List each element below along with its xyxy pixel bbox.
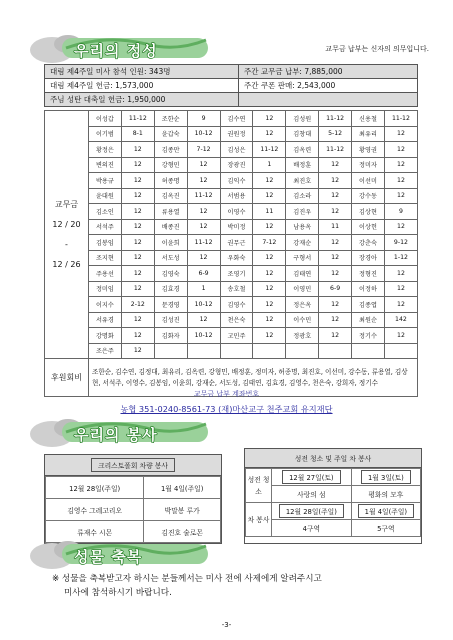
member-name: 김수연 — [220, 111, 253, 127]
offering-row — [45, 157, 418, 173]
member-name: 배정훈 — [286, 157, 319, 173]
notice-line: 미사에 참석하시기 바랍니다. — [64, 588, 172, 598]
member-name: 정미자 — [352, 157, 385, 173]
paid-months: 12 — [253, 219, 286, 235]
member-name: 김봉임 — [89, 235, 122, 251]
member-name: 김태연 — [286, 266, 319, 282]
paid-months — [384, 343, 417, 359]
offering-date-end: 12 / 26 — [52, 259, 81, 269]
paid-months: 12 — [384, 297, 417, 313]
member-name: 강재순 — [286, 235, 319, 251]
member-name: 구형서 — [286, 250, 319, 266]
paid-months: 1 — [187, 281, 220, 297]
paid-months: 12 — [319, 235, 352, 251]
stats-row — [45, 65, 418, 79]
paid-months: 12 — [253, 173, 286, 189]
car-group: 5구역 — [351, 520, 420, 537]
member-name: 김진우 — [286, 204, 319, 220]
offering-row — [45, 188, 418, 204]
offering-row — [45, 266, 418, 282]
member-name: 서석주 — [89, 219, 122, 235]
paid-months: 12 — [121, 250, 154, 266]
weekly-stats-table — [44, 64, 418, 107]
paid-months: 12 — [253, 297, 286, 313]
car-date: 12월 28일(주일) — [272, 503, 352, 520]
member-name: 장경아 — [352, 250, 385, 266]
offering-row — [45, 343, 418, 359]
paid-months: 12 — [121, 281, 154, 297]
paid-months: 12 — [384, 266, 417, 282]
member-name: 남용옥 — [286, 219, 319, 235]
paid-months: 8-1 — [121, 126, 154, 142]
member-name: 김화자 — [154, 328, 187, 344]
member-name: 윤대원 — [89, 188, 122, 204]
stats-cell: 주님 성탄 대축일 헌금: 1,950,000 — [45, 93, 239, 107]
member-name: 배종진 — [154, 219, 187, 235]
member-name: 우화숙 — [220, 250, 253, 266]
offering-row — [45, 142, 418, 158]
paid-months: 12 — [121, 343, 154, 359]
paid-months: 12 — [319, 173, 352, 189]
offering-row — [45, 111, 418, 127]
paid-months: 12 — [121, 173, 154, 189]
cleaning-group: 사랑의 섬 — [272, 486, 352, 503]
vehicle-volunteer: 류재수 시몬 — [46, 521, 144, 543]
vehicle-volunteer: 박말봉 루가 — [144, 499, 221, 521]
member-name: 김옥진 — [154, 188, 187, 204]
member-name: 이성갑 — [89, 111, 122, 127]
paid-months: 12 — [121, 266, 154, 282]
member-name: 류용열 — [154, 204, 187, 220]
paid-months: 11-12 — [253, 142, 286, 158]
paid-months: 12 — [384, 219, 417, 235]
paid-months: 12 — [319, 297, 352, 313]
member-name: 김영숙 — [154, 266, 187, 282]
cleaning-date: 12월 27일(토) — [272, 469, 352, 486]
member-name: 정은옥 — [286, 297, 319, 313]
vehicle-volunteer: 김영수 그레고리오 — [46, 499, 144, 521]
paid-months: 11-12 — [121, 111, 154, 127]
paid-months: 1-12 — [384, 250, 417, 266]
offering-row — [45, 297, 418, 313]
offering-row — [45, 328, 418, 344]
car-group: 4구역 — [272, 520, 352, 537]
member-name: 박용규 — [89, 173, 122, 189]
paid-months: 12 — [187, 157, 220, 173]
offering-label-cell — [45, 111, 89, 359]
paid-months: 11-12 — [319, 111, 352, 127]
member-name: 고민주 — [220, 328, 253, 344]
member-name: 이수민 — [286, 312, 319, 328]
stats-cell: 주간 교무금 납부: 7,885,000 — [238, 65, 417, 79]
paid-months: 12 — [187, 204, 220, 220]
offering-row — [45, 173, 418, 189]
paid-months: 12 — [384, 328, 417, 344]
paid-months: 6-9 — [319, 281, 352, 297]
cleaning-service-table — [245, 468, 421, 537]
member-name: 황영권 — [352, 142, 385, 158]
paid-months: 1 — [253, 157, 286, 173]
header-note: 교무금 납부는 신자의 의무입니다. — [325, 45, 429, 53]
member-name: 김영수 — [220, 297, 253, 313]
section-title-blessing — [28, 540, 218, 570]
support-label: 후원회비 — [45, 359, 89, 397]
member-name: 조지현 — [89, 250, 122, 266]
member-name: 최유리 — [352, 126, 385, 142]
paid-months: 10-12 — [187, 328, 220, 344]
member-name: 김소인 — [89, 204, 122, 220]
member-name: 조은주 — [89, 343, 122, 359]
paid-months: 12 — [253, 328, 286, 344]
paid-months: 12 — [319, 157, 352, 173]
offering-row — [45, 281, 418, 297]
paid-months: 11-12 — [319, 142, 352, 158]
member-name — [220, 343, 253, 359]
member-name: 정미임 — [89, 281, 122, 297]
paid-months: 12 — [384, 173, 417, 189]
paid-months: 12 — [121, 204, 154, 220]
offering-row — [45, 250, 418, 266]
paid-months: 10-12 — [187, 126, 220, 142]
page-number: -3- — [221, 621, 232, 629]
stats-cell — [238, 93, 417, 107]
member-name: 김창대 — [286, 126, 319, 142]
member-name: 황정은 — [89, 142, 122, 158]
paid-months: 11 — [319, 219, 352, 235]
paid-months: 12 — [121, 142, 154, 158]
paid-months: 12 — [187, 312, 220, 328]
paid-months: 7-12 — [187, 142, 220, 158]
paid-months: 12 — [253, 312, 286, 328]
section-title-text: 성물 축복 — [74, 548, 143, 566]
vehicle-date: 12월 28일(주일) — [46, 477, 144, 499]
member-name: 김종만 — [154, 142, 187, 158]
member-name: 변의진 — [89, 157, 122, 173]
member-name — [352, 343, 385, 359]
member-name: 서유경 — [89, 312, 122, 328]
member-name: 송호철 — [220, 281, 253, 297]
member-name: 문경영 — [154, 297, 187, 313]
stats-cell: 대림 제4주일 헌금: 1,573,000 — [45, 79, 239, 93]
member-name: 김소라 — [286, 188, 319, 204]
paid-months: 12 — [253, 250, 286, 266]
member-name: 강형민 — [154, 157, 187, 173]
paid-months: 12 — [187, 219, 220, 235]
paid-months: 2-12 — [121, 297, 154, 313]
stats-row — [45, 79, 418, 93]
paid-months: 9 — [187, 111, 220, 127]
paid-months: 12 — [384, 157, 417, 173]
cleaning-service-box — [244, 448, 422, 544]
member-name: 최진호 — [286, 173, 319, 189]
notice-line: ※ 성물을 축복받고자 하시는 분들께서는 미사 전에 사제에게 알려주시고 — [52, 574, 322, 584]
member-name: 최원순 — [352, 312, 385, 328]
member-name: 이기범 — [89, 126, 122, 142]
cleaning-service-title: 성전 청소 및 주일 차 봉사 — [245, 449, 421, 468]
vehicle-date: 1월 4일(주일) — [144, 477, 221, 499]
member-name — [154, 343, 187, 359]
member-name: 이선미 — [352, 173, 385, 189]
member-name: 이상헌 — [352, 219, 385, 235]
member-name: 김옥련 — [286, 142, 319, 158]
offering-table — [44, 110, 418, 397]
paid-months: 12 — [121, 188, 154, 204]
member-name: 박미정 — [220, 219, 253, 235]
paid-months: 142 — [384, 312, 417, 328]
stats-cell: 주간 쿠폰 판매: 2,543,000 — [238, 79, 417, 93]
member-name: 정광호 — [286, 328, 319, 344]
member-name: 강명화 — [89, 328, 122, 344]
paid-months: 12 — [384, 126, 417, 142]
member-name: 김익수 — [220, 173, 253, 189]
offering-date-dash: - — [65, 239, 68, 249]
cleaning-side-label: 성전 청소 — [246, 469, 272, 503]
paid-months — [187, 343, 220, 359]
paid-months: 12 — [319, 188, 352, 204]
member-name: 윤갑숙 — [154, 126, 187, 142]
member-name — [286, 343, 319, 359]
paid-months: 12 — [319, 250, 352, 266]
support-members: 조한순, 김수연, 김정대, 최유리, 김옥련, 강형민, 배정훈, 정미자, 허종명, 최진호, 이선미, 강수동, 류용열, 김상현, 서석주, 이영수, 김봉임, 이윤희, 강재순, 서도성, 김태연, 김효경, 김영수, 천은숙, 강희자, 정기수 — [89, 359, 418, 397]
offering-date-start: 12 / 20 — [52, 219, 81, 229]
paid-months: 11-12 — [384, 111, 417, 127]
paid-months: 11 — [253, 204, 286, 220]
account-number: 농협 351-0240-8561-73 (재)마산교구 천주교회 유지재단 — [120, 404, 333, 414]
paid-months: 7-12 — [253, 235, 286, 251]
paid-months: 12 — [319, 204, 352, 220]
paid-months: 5-12 — [319, 126, 352, 142]
paid-months: 12 — [319, 328, 352, 344]
member-name: 조영기 — [220, 266, 253, 282]
member-name: 신용철 — [352, 111, 385, 127]
cleaning-group: 평화의 모후 — [351, 486, 420, 503]
paid-months: 12 — [384, 188, 417, 204]
member-name: 김성진 — [154, 312, 187, 328]
paid-months: 12 — [253, 111, 286, 127]
member-name: 허종명 — [154, 173, 187, 189]
car-side-label: 차 봉사 — [246, 503, 272, 537]
paid-months: 12 — [319, 312, 352, 328]
member-name: 김성은 — [220, 142, 253, 158]
paid-months: 11-12 — [187, 188, 220, 204]
paid-months: 12 — [253, 266, 286, 282]
paid-months: 6-9 — [187, 266, 220, 282]
member-name: 김종엽 — [352, 297, 385, 313]
paid-months: 12 — [384, 281, 417, 297]
member-name: 김효경 — [154, 281, 187, 297]
offering-row — [45, 312, 418, 328]
member-name: 정기수 — [352, 328, 385, 344]
paid-months: 12 — [187, 250, 220, 266]
paid-months: 12 — [253, 281, 286, 297]
section-title-text: 우리의 정성 — [74, 42, 158, 60]
vehicle-service-table — [45, 476, 221, 543]
member-name: 이영민 — [286, 281, 319, 297]
account-label: 교무금 납부 계좌번호 — [193, 390, 260, 398]
paid-months: 12 — [253, 188, 286, 204]
member-name: 김성원 — [286, 111, 319, 127]
paid-months: 12 — [121, 235, 154, 251]
member-name: 서범용 — [220, 188, 253, 204]
cleaning-date: 1월 3일(토) — [351, 469, 420, 486]
member-name: 주용선 — [89, 266, 122, 282]
member-name: 천은숙 — [220, 312, 253, 328]
paid-months: 12 — [121, 328, 154, 344]
paid-months: 12 — [253, 126, 286, 142]
paid-months: 12 — [121, 219, 154, 235]
blessing-notice — [52, 572, 322, 600]
member-name: 이정하 — [352, 281, 385, 297]
vehicle-service-title: 크리스토폴회 차량 봉사 — [45, 455, 221, 476]
paid-months: 11-12 — [187, 235, 220, 251]
member-name: 김상현 — [352, 204, 385, 220]
vehicle-service-box — [44, 454, 222, 544]
member-name: 강수동 — [352, 188, 385, 204]
member-name: 장광진 — [220, 157, 253, 173]
member-name: 권원정 — [220, 126, 253, 142]
paid-months: 12 — [187, 173, 220, 189]
stats-cell: 대림 제4주일 미사 참석 인원: 343명 — [45, 65, 239, 79]
section-title-offering — [28, 34, 218, 64]
member-name: 이영수 — [220, 204, 253, 220]
paid-months — [253, 343, 286, 359]
stats-row — [45, 93, 418, 107]
member-name: 강춘숙 — [352, 235, 385, 251]
section-title-text: 우리의 봉사 — [74, 426, 158, 444]
offering-label: 교무금 — [54, 199, 79, 209]
offering-row — [45, 204, 418, 220]
member-name: 권무근 — [220, 235, 253, 251]
offering-row — [45, 126, 418, 142]
member-name: 정형진 — [352, 266, 385, 282]
member-name: 서도성 — [154, 250, 187, 266]
paid-months: 12 — [384, 142, 417, 158]
offering-row — [45, 235, 418, 251]
paid-months: 12 — [121, 157, 154, 173]
vehicle-volunteer: 김진호 술로몬 — [144, 521, 221, 543]
member-name: 이지수 — [89, 297, 122, 313]
paid-months — [319, 343, 352, 359]
offering-row — [45, 219, 418, 235]
paid-months: 9 — [384, 204, 417, 220]
member-name: 조한순 — [154, 111, 187, 127]
paid-months: 9-12 — [384, 235, 417, 251]
section-title-service — [28, 418, 218, 448]
car-date: 1월 4일(주일) — [351, 503, 420, 520]
paid-months: 12 — [121, 312, 154, 328]
paid-months: 10-12 — [187, 297, 220, 313]
paid-months: 12 — [319, 266, 352, 282]
member-name: 이윤희 — [154, 235, 187, 251]
